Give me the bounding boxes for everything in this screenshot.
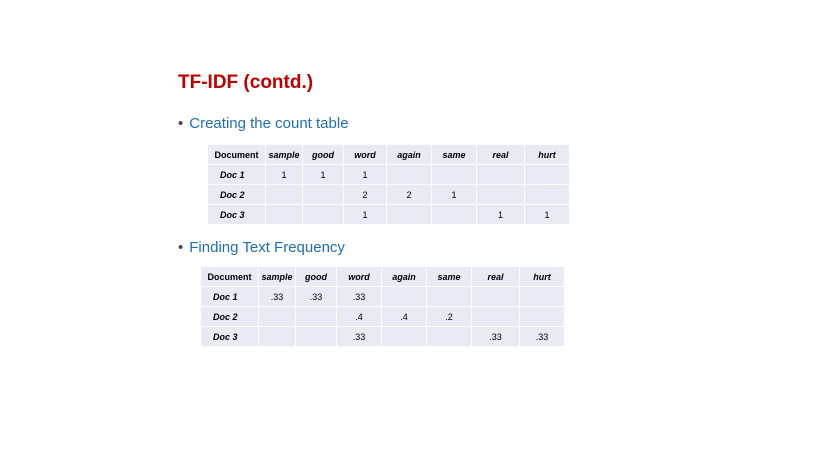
table-cell — [477, 185, 524, 204]
table-cell — [303, 185, 343, 204]
table-cell — [432, 205, 476, 224]
table-cell: 1 — [344, 205, 386, 224]
table-cell: 1 — [477, 205, 524, 224]
column-header: again — [382, 267, 426, 286]
table-cell: .33 — [337, 327, 381, 346]
table-cell — [296, 307, 336, 326]
table-cell: .33 — [259, 287, 295, 306]
row-label: Doc 2 — [208, 185, 265, 204]
table-cell — [259, 307, 295, 326]
table-row — [201, 307, 564, 326]
row-label: Doc 3 — [201, 327, 258, 346]
table-header-row — [201, 267, 564, 286]
bullet-text-frequency — [178, 239, 345, 256]
table-cell: 2 — [387, 185, 431, 204]
column-header: good — [296, 267, 336, 286]
table-row — [201, 327, 564, 346]
table-cell: .33 — [520, 327, 564, 346]
column-header: word — [337, 267, 381, 286]
table-cell — [266, 205, 302, 224]
column-header: again — [387, 145, 431, 164]
slide-title: TF-IDF (contd.) — [178, 72, 314, 93]
bullet-text: Finding Text Frequency — [189, 239, 345, 256]
table-cell — [382, 287, 426, 306]
table-cell — [520, 287, 564, 306]
table-cell: 1 — [525, 205, 569, 224]
column-header: good — [303, 145, 343, 164]
column-header: same — [432, 145, 476, 164]
table-cell — [520, 307, 564, 326]
table-cell — [266, 185, 302, 204]
column-header: real — [477, 145, 524, 164]
table-cell: .33 — [296, 287, 336, 306]
bullet-text: Creating the count table — [189, 115, 349, 132]
column-header: hurt — [525, 145, 569, 164]
table-cell: 2 — [344, 185, 386, 204]
table-cell: .4 — [382, 307, 426, 326]
table-cell: .33 — [337, 287, 381, 306]
table-cell — [382, 327, 426, 346]
table-cell — [296, 327, 336, 346]
row-label: Doc 1 — [208, 165, 265, 184]
bullet-count-table — [178, 115, 349, 132]
table-cell — [259, 327, 295, 346]
table-cell: 1 — [303, 165, 343, 184]
table-row — [208, 205, 569, 224]
text-frequency-table — [200, 266, 565, 347]
column-header: sample — [259, 267, 295, 286]
bullet-dot: • — [178, 239, 184, 256]
column-header: word — [344, 145, 386, 164]
column-header: sample — [266, 145, 302, 164]
table-row — [208, 185, 569, 204]
column-header: Document — [201, 267, 258, 286]
table-cell — [477, 165, 524, 184]
table-cell — [387, 165, 431, 184]
table-cell — [427, 287, 471, 306]
table-row — [208, 165, 569, 184]
table-cell: .33 — [472, 327, 519, 346]
table-cell: 1 — [344, 165, 386, 184]
table-cell — [525, 165, 569, 184]
count-table — [207, 144, 570, 225]
table-header-row — [208, 145, 569, 164]
table-cell — [472, 287, 519, 306]
table-cell — [303, 205, 343, 224]
bullet-dot: • — [178, 115, 184, 132]
column-header: real — [472, 267, 519, 286]
row-label: Doc 3 — [208, 205, 265, 224]
table-cell — [427, 327, 471, 346]
row-label: Doc 1 — [201, 287, 258, 306]
table-cell: 1 — [266, 165, 302, 184]
table-cell — [432, 165, 476, 184]
table-cell — [472, 307, 519, 326]
table-cell: .2 — [427, 307, 471, 326]
row-label: Doc 2 — [201, 307, 258, 326]
table-cell — [525, 185, 569, 204]
table-cell — [387, 205, 431, 224]
table-row — [201, 287, 564, 306]
table-cell: 1 — [432, 185, 476, 204]
table-cell: .4 — [337, 307, 381, 326]
column-header: hurt — [520, 267, 564, 286]
column-header: Document — [208, 145, 265, 164]
column-header: same — [427, 267, 471, 286]
